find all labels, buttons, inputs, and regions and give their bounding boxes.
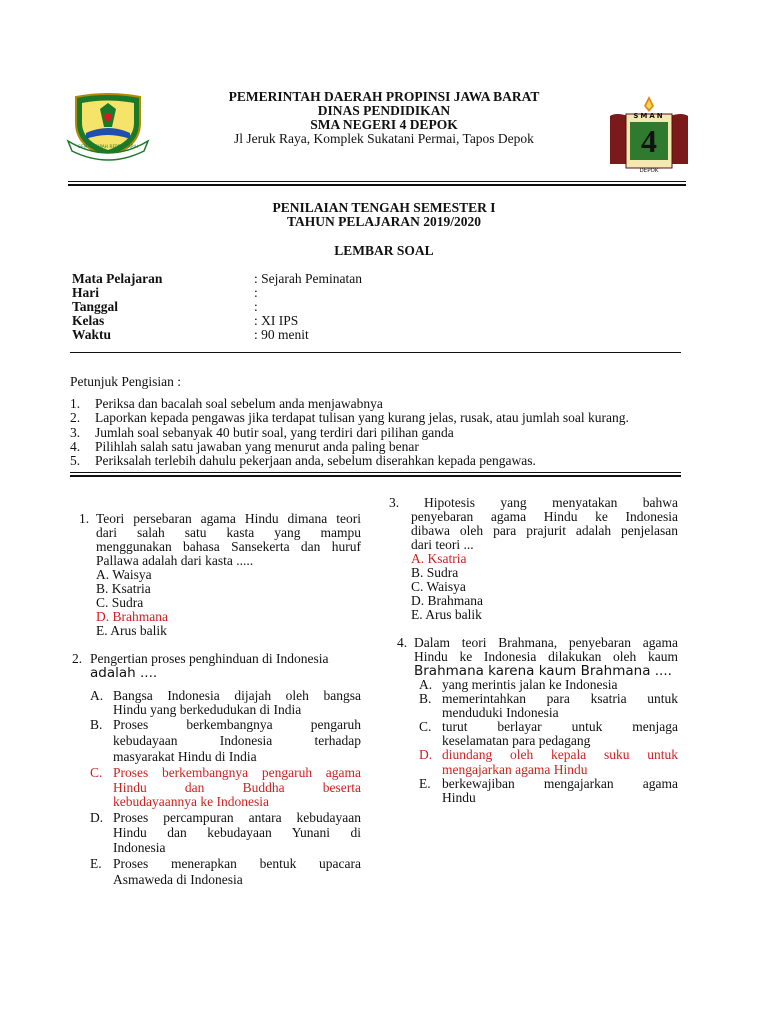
answer-option: B. Ksatria bbox=[96, 581, 151, 596]
instruction-number: 2. bbox=[70, 410, 81, 425]
answer-option: E. Arus balik bbox=[411, 607, 482, 622]
question-text-line: dari teori ... bbox=[411, 537, 474, 552]
answer-option: D. Brahmana bbox=[411, 593, 483, 608]
answer-option: B. Sudra bbox=[411, 565, 459, 580]
question-number: 4. bbox=[397, 635, 408, 650]
option-letter: B. bbox=[419, 691, 432, 706]
option-text-line: Proses percampuran antara kebudayaan bbox=[113, 810, 361, 825]
option-letter: A. bbox=[90, 688, 104, 703]
option-letter-correct: D. bbox=[419, 747, 433, 762]
question-number: 1. bbox=[79, 511, 90, 526]
info-label: Hari bbox=[72, 285, 99, 300]
instruction-number: 4. bbox=[70, 439, 81, 454]
answer-option: A. Waisya bbox=[96, 567, 152, 582]
option-letter-correct: C. bbox=[90, 765, 103, 780]
option-text-line-correct: kebudayaannya ke Indonesia bbox=[113, 794, 269, 809]
answer-option: E. Arus balik bbox=[96, 623, 167, 638]
option-text-line: kebudayaan Indonesia terhadap bbox=[113, 733, 361, 748]
exam-title-2: TAHUN PELAJARAN 2019/2020 bbox=[286, 214, 481, 229]
option-text-line-correct: Proses berkembangnya pengaruh agama bbox=[113, 765, 361, 780]
option-text-line-correct: diundang oleh kepala suku untuk bbox=[442, 747, 678, 762]
option-text-line: Hindu yang berkedudukan di India bbox=[113, 702, 302, 717]
info-value: : XI IPS bbox=[254, 313, 299, 328]
answer-option-correct: D. Brahmana bbox=[96, 609, 168, 624]
question-text-line: Hindu ke Indonesia dilakukan oleh kaum bbox=[414, 649, 678, 664]
option-text-line: Indonesia bbox=[113, 840, 166, 855]
instructions-divider-thick bbox=[70, 475, 681, 477]
option-text-line: Bangsa Indonesia dijajah oleh bangsa bbox=[113, 688, 361, 703]
question-text-line: Pallawa adalah dari kasta ..... bbox=[96, 553, 254, 568]
info-divider bbox=[70, 352, 681, 353]
question-text-line: Teori persebaran agama Hindu dimana teori bbox=[96, 511, 361, 526]
question-text-line: Brahmana karena kaum Brahmana .... bbox=[414, 663, 672, 679]
answer-option: C. Waisya bbox=[411, 579, 466, 594]
instruction-text: Periksa dan bacalah soal sebelum anda menjawabnya bbox=[95, 396, 383, 411]
option-text-line: berkewajiban mengajarkan agama bbox=[442, 776, 678, 791]
right-logo bbox=[606, 94, 692, 180]
info-value: : Sejarah Peminatan bbox=[254, 271, 362, 286]
header-address: Jl Jeruk Raya, Komplek Sukatani Permai, Tapos Depok bbox=[234, 131, 534, 146]
info-value: : 90 menit bbox=[254, 327, 309, 342]
right-logo-number: 4 bbox=[641, 123, 657, 159]
info-label: Waktu bbox=[72, 327, 112, 342]
right-logo-top-text: SMAN bbox=[633, 112, 665, 120]
instruction-text: Pilihlah salah satu jawaban yang menurut anda paling benar bbox=[95, 439, 419, 454]
option-text-line: Hindu bbox=[442, 790, 476, 805]
option-text-line: turut berlayar untuk menjaga bbox=[442, 719, 678, 734]
letterhead-divider bbox=[68, 181, 686, 182]
instructions-divider bbox=[70, 472, 681, 473]
option-text-line: Proses menerapkan bentuk upacara bbox=[113, 856, 361, 871]
instruction-number: 5. bbox=[70, 453, 81, 468]
instructions-heading: Petunjuk Pengisian : bbox=[70, 374, 181, 389]
question-text-line: menggunakan bahasa Sansekerta dan huruf bbox=[96, 539, 361, 554]
question-number: 3. bbox=[389, 495, 400, 510]
option-text-line: masyarakat Hindu di India bbox=[113, 749, 257, 764]
exam-title-1: PENILAIAN TENGAH SEMESTER I bbox=[272, 200, 496, 215]
option-letter: E. bbox=[90, 856, 102, 871]
option-letter: C. bbox=[419, 719, 432, 734]
option-text-line: Proses berkembangnya pengaruh bbox=[113, 717, 361, 732]
option-letter: D. bbox=[90, 810, 104, 825]
answer-option-correct: A. Ksatria bbox=[411, 551, 467, 566]
answer-option: C. Sudra bbox=[96, 595, 144, 610]
option-text-line: keselamatan para pedagang bbox=[442, 733, 591, 748]
info-label: Mata Pelajaran bbox=[72, 271, 163, 286]
header-line-1: PEMERINTAH DAERAH PROPINSI JAWA BARAT bbox=[228, 89, 540, 104]
question-text-line: dibawa oleh para prajurit adalah penjelasan bbox=[411, 523, 678, 538]
question-text-line: Hipotesis yang menyatakan bahwa bbox=[424, 495, 678, 510]
option-text-line-correct: mengajarkan agama Hindu bbox=[442, 762, 588, 777]
question-text-line: Dalam teori Brahmana, penyebaran agama bbox=[414, 635, 678, 650]
header-line-3: SMA NEGERI 4 DEPOK bbox=[310, 117, 458, 132]
question-text-line: penyebaran agama Hindu ke Indonesia bbox=[411, 509, 678, 524]
instruction-text: Jumlah soal sebanyak 40 butir soal, yang terdiri dari pilihan ganda bbox=[95, 425, 454, 440]
option-text-line-correct: Hindu dan Buddha beserta bbox=[113, 780, 361, 795]
question-number: 2. bbox=[72, 651, 83, 666]
exam-title-3: LEMBAR SOAL bbox=[334, 243, 434, 258]
instruction-text: Laporkan kepada pengawas jika terdapat tulisan yang kurang jelas, rusak, atau jumlah soal kurang. bbox=[95, 410, 629, 425]
option-text-line: Hindu dan kebudayaan Yunani di bbox=[113, 825, 361, 840]
option-letter: E. bbox=[419, 776, 431, 791]
right-logo-bottom-text: DEPOK bbox=[639, 168, 659, 174]
question-text-line: dari salah satu kasta yang mampu bbox=[96, 525, 361, 540]
question-text-line: Pengertian proses penghinduan di Indonesia bbox=[90, 651, 329, 666]
option-text-line: Asmaweda di Indonesia bbox=[113, 872, 243, 887]
info-label: Kelas bbox=[72, 313, 105, 328]
letterhead-divider-thick bbox=[68, 184, 686, 186]
option-letter: B. bbox=[90, 717, 103, 732]
instruction-text: Periksalah terlebih dahulu pekerjaan anda, sebelum diserahkan kepada pengawas. bbox=[95, 453, 536, 468]
question-text-line: adalah .... bbox=[90, 665, 158, 681]
option-text-line: menduduki Indonesia bbox=[442, 705, 559, 720]
option-letter: A. bbox=[419, 677, 433, 692]
instruction-number: 3. bbox=[70, 425, 81, 440]
option-text-line: memerintahkan para ksatria untuk bbox=[442, 691, 678, 706]
info-label: Tanggal bbox=[72, 299, 119, 314]
info-value: : bbox=[254, 285, 258, 300]
info-value: : bbox=[254, 299, 258, 314]
option-text-line: yang merintis jalan ke Indonesia bbox=[442, 677, 618, 692]
instruction-number: 1. bbox=[70, 396, 81, 411]
left-logo-motto: GEMAH RIPAH REPEH RAPIH bbox=[77, 144, 139, 149]
header-line-2: DINAS PENDIDIKAN bbox=[317, 103, 451, 118]
